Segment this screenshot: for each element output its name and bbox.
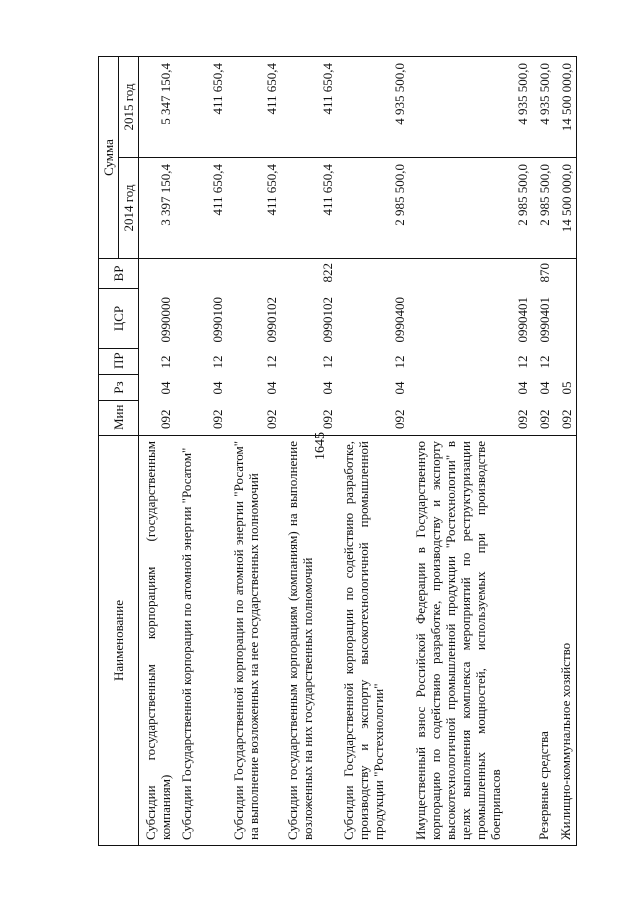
row-min: 092: [554, 401, 576, 436]
row-csr: 0990401: [537, 297, 552, 343]
row-pr: 12: [320, 355, 335, 369]
row-sum-2014: 411 650,4: [281, 158, 337, 259]
table-row: [554, 57, 576, 846]
row-rz: 04: [515, 381, 530, 395]
row-rz: 04: [537, 381, 552, 395]
row-sum-2014: 2 985 500,0: [409, 158, 532, 259]
row-rz: 04: [392, 381, 407, 395]
row-vr: [337, 259, 409, 289]
table-row: [227, 57, 281, 846]
column-header-csr: ЦСР: [99, 289, 139, 349]
row-name: Резервные средства: [532, 436, 554, 846]
row-min: 092: [409, 401, 532, 436]
column-header-2015: 2015 год: [119, 57, 139, 158]
row-sum-2015: 4 935 500,0: [409, 57, 532, 158]
row-pr: 12: [158, 355, 173, 369]
column-header-sum: Сумма: [99, 57, 119, 259]
row-rz: 04: [264, 381, 279, 395]
row-csr: 0990000: [158, 297, 173, 343]
row-csr: 0990102: [264, 297, 279, 343]
row-vr: [409, 259, 532, 289]
row-csr: 0990100: [210, 297, 225, 343]
row-pr: 12: [537, 355, 552, 369]
column-header-rz: Рз: [99, 375, 139, 401]
row-min: 092: [337, 401, 409, 436]
row-sum-2015: 411 650,4: [175, 57, 227, 158]
column-header-min: Мин: [99, 401, 139, 436]
row-pr: 12: [515, 355, 530, 369]
row-name: Субсидии государственным корпорациям (компаниям) на выполнение возложенных на них государственных полномочий: [281, 436, 337, 846]
row-sum-2015: 14 500 000,0: [554, 57, 576, 158]
table-body: [139, 57, 577, 846]
row-name: Субсидии Государственной корпорации по содействию разработке, производству и экспорту высокотехнологичной промышленной продукции "Ростехнологии": [337, 436, 409, 846]
row-name: Жилищно-коммунальное хозяйство: [554, 436, 576, 846]
table-row: [337, 57, 409, 846]
row-sum-2014: 14 500 000,0: [554, 158, 576, 259]
row-min: 092: [281, 401, 337, 436]
table-row: [409, 57, 532, 846]
row-sum-2015: 411 650,4: [281, 57, 337, 158]
row-min: 092: [175, 401, 227, 436]
table-row: [139, 57, 176, 846]
row-name: Субсидии Государственной корпорации по атомной энергии "Росатом" на выполнение возложенных на нее государственных полномочий: [227, 436, 281, 846]
row-csr: 0990400: [392, 297, 407, 343]
row-min: 092: [532, 401, 554, 436]
row-vr: 870: [532, 259, 554, 289]
row-sum-2015: 5 347 150,4: [139, 57, 176, 158]
row-rz: 04: [158, 381, 173, 395]
row-sum-2014: 411 650,4: [227, 158, 281, 259]
row-csr: 0990401: [515, 297, 530, 343]
row-rz: 05: [554, 375, 576, 401]
row-vr: [139, 259, 176, 289]
row-sum-2014: 3 397 150,4: [139, 158, 176, 259]
row-name: Субсидии Государственной корпорации по атомной энергии "Росатом": [175, 436, 227, 846]
row-vr: [227, 259, 281, 289]
row-sum-2015: 4 935 500,0: [337, 57, 409, 158]
row-vr: 822: [281, 259, 337, 289]
row-name: Субсидии государственным корпорациям (государственным компаниям): [139, 436, 176, 846]
row-pr: 12: [264, 355, 279, 369]
row-sum-2015: 4 935 500,0: [532, 57, 554, 158]
row-csr: [554, 289, 576, 349]
row-name: Имущественный взнос Российской Федерации в Государственную корпорацию по содействию разработке, производству и экспорту высокотехнологичной промышленной продукции "Ростехнологии" в целях выполнения комплекса мероприятий по реструктуризации промышленных мощностей, используемых при производстве боеприпасов: [409, 436, 532, 846]
column-header-vr: ВР: [99, 259, 139, 289]
row-sum-2014: 2 985 500,0: [337, 158, 409, 259]
page-number: 1645: [313, 432, 328, 460]
row-csr: 0990102: [320, 297, 335, 343]
column-header-pr: ПР: [99, 349, 139, 375]
row-vr: [554, 259, 576, 289]
row-min: 092: [139, 401, 176, 436]
row-sum-2014: 411 650,4: [175, 158, 227, 259]
column-header-2014: 2014 год: [119, 158, 139, 259]
table-header: [99, 57, 139, 846]
row-rz: 04: [210, 381, 225, 395]
row-sum-2015: 411 650,4: [227, 57, 281, 158]
budget-table: [98, 56, 577, 846]
table-row: [532, 57, 554, 846]
table-row: [281, 57, 337, 846]
budget-table-page: [98, 57, 574, 846]
row-vr: [175, 259, 227, 289]
column-header-name: Наименование: [99, 436, 139, 846]
row-pr: [554, 349, 576, 375]
row-pr: 12: [210, 355, 225, 369]
row-rz: 04: [320, 381, 335, 395]
table-row: [175, 57, 227, 846]
row-sum-2014: 2 985 500,0: [532, 158, 554, 259]
row-min: 092: [227, 401, 281, 436]
row-pr: 12: [392, 355, 407, 369]
